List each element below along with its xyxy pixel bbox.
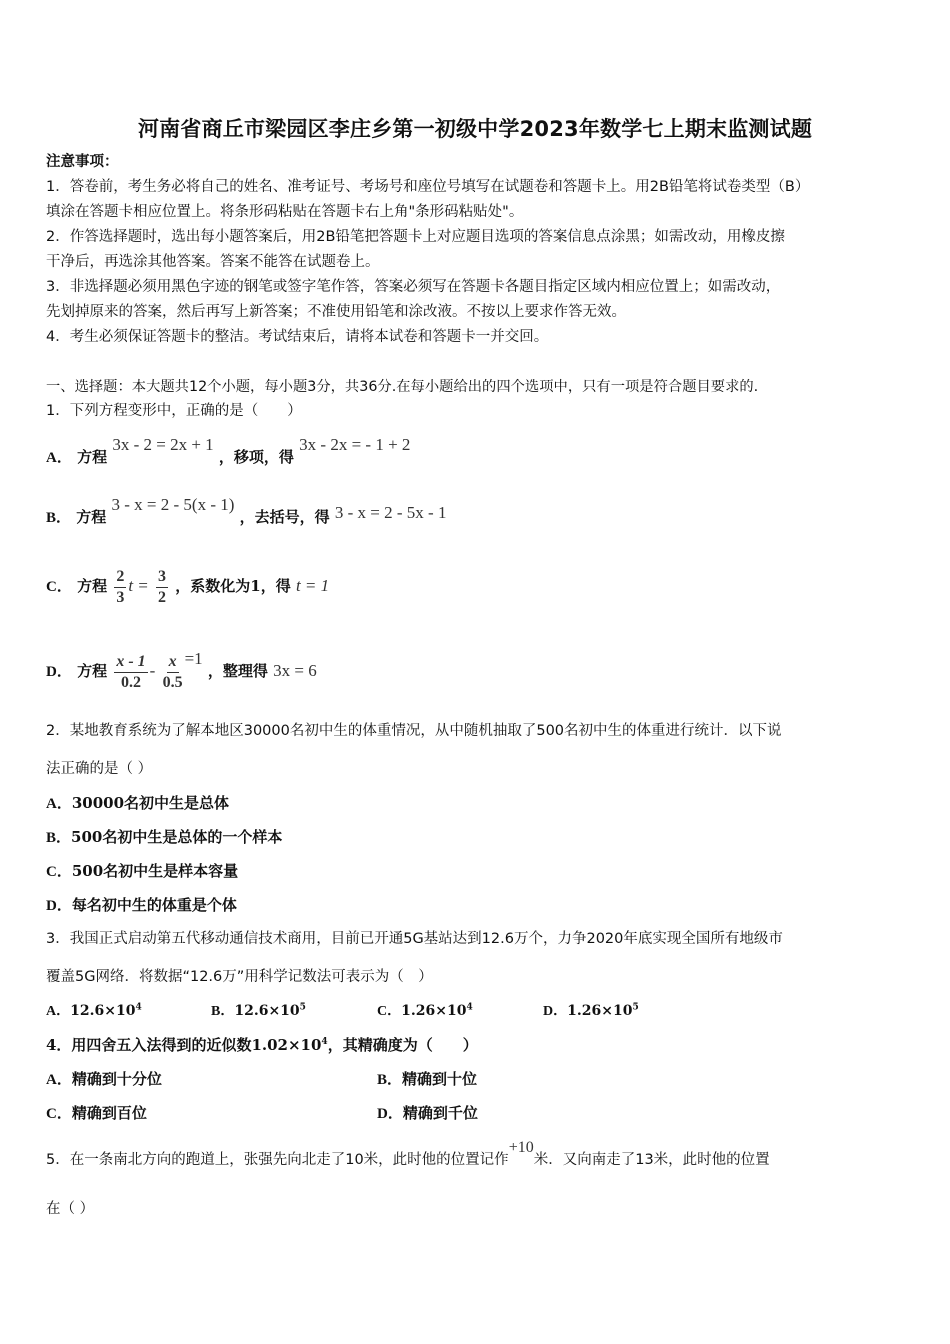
q4-option-a: A．精确到十分位 xyxy=(46,1070,162,1088)
q1-option-d xyxy=(46,651,317,693)
notice-line: 填涂在答题卡相应位置上。将条形码粘贴在答题卡右上角"条形码粘贴处"。 xyxy=(46,204,524,220)
notice-line: 3．非选择题必须用黑色字迹的钢笔或签字笔作答，答案必须写在答题卡各题目指定区域内相应位置上；如需改动， xyxy=(46,279,781,295)
q1-option-b xyxy=(46,495,447,528)
page-title: 河南省商丘市梁园区李庄乡第一初级中学2023年数学七上期末监测试题 xyxy=(137,117,813,141)
q1-option-a xyxy=(46,435,411,468)
question-1-stem: 1．下列方程变形中，正确的是（ ） xyxy=(46,403,302,419)
q3-option-b: B．$12.6\times 10^5$ xyxy=(211,1002,306,1019)
fraction: $\frac{x - 1}{0.2}$ xyxy=(116,652,146,691)
q1-option-c xyxy=(46,566,329,608)
option-prefix: 方程 xyxy=(77,577,108,595)
question-3-stem: 3．我国正式启动第五代移动通信技术商用，目前已开通5G基站达到12.6万个，力争2020年底实现全国所有地级市 xyxy=(46,931,783,947)
variable: t = xyxy=(128,576,149,595)
equation: t = 1 xyxy=(295,576,330,595)
equation: 3 - x = 2 - 5x - 1 xyxy=(334,503,447,522)
minus-sign: - xyxy=(149,661,156,680)
option-prefix: 方程 xyxy=(76,508,107,526)
option-prefix: 方程 xyxy=(77,448,108,466)
q3-option-a: A．$12.6\times 10^4$ xyxy=(46,1002,142,1019)
math-value: +10 xyxy=(508,1139,534,1156)
q2-option-b: B．500名初中生是总体的一个样本 xyxy=(46,828,283,846)
notice-line: 1．答卷前，考生务必将自己的姓名、准考证号、考场号和座位号填写在试题卷和答题卡上。用2B铅笔将试卷类型（B） xyxy=(46,179,810,195)
notice-line: 干净后，再选涂其他答案。答案不能答在试题卷上。 xyxy=(46,254,380,270)
q3-option-c: C．$1.26\times 10^4$ xyxy=(377,1002,473,1019)
equation-rhs: =1 xyxy=(184,649,203,668)
option-label: B． xyxy=(46,510,72,526)
question-5-stem: 在（ ） xyxy=(46,1201,95,1217)
section-heading: 一、选择题：本大题共12个小题，每小题3分，共36分.在每小题给出的四个选项中，只有一项是符合题目要求的. xyxy=(46,379,759,395)
fraction: $\frac{3}{2}$ xyxy=(158,567,167,606)
question-2-stem: 法正确的是（ ） xyxy=(46,761,153,777)
option-mid: ，移项，得 xyxy=(218,448,294,466)
question-5-stem: 5．在一条南北方向的跑道上，张强先向北走了10米，此时他的位置记作+10米．又向南走了13米，此时他的位置 xyxy=(46,1139,770,1168)
q2-option-d: D．每名初中生的体重是个体 xyxy=(46,896,237,914)
option-label: D． xyxy=(46,664,72,680)
equation: 3x - 2x = - 1 + 2 xyxy=(299,435,411,454)
q2-option-a: A．30000名初中生是总体 xyxy=(46,794,230,812)
q2-option-c: C．500名初中生是样本容量 xyxy=(46,862,239,880)
equation: 3x - 2 = 2x + 1 xyxy=(112,435,214,454)
q3-option-d: D．$1.26\times 10^5$ xyxy=(543,1002,639,1019)
notice-line: 2．作答选择题时，选出每小题答案后，用2B铅笔把答题卡上对应题目选项的答案信息点涂黑；如需改动，用橡皮擦 xyxy=(46,229,785,245)
notice-heading: 注意事项： xyxy=(46,154,119,170)
option-prefix: 方程 xyxy=(77,662,108,680)
fraction: $\frac{x}{0.5}$ xyxy=(162,652,183,691)
q4-option-d: D．精确到千位 xyxy=(377,1104,478,1122)
fraction: $\frac{2}{3}$ xyxy=(116,567,125,606)
question-2-stem: 2．某地教育系统为了解本地区30000名初中生的体重情况，从中随机抽取了500名初中生的体重进行统计．以下说 xyxy=(46,723,782,739)
q4-option-b: B．精确到十位 xyxy=(377,1070,478,1088)
question-3-stem: 覆盖5G网络．将数据“12.6万”用科学记数法可表示为（ ） xyxy=(46,969,433,985)
option-label: A． xyxy=(46,450,72,466)
equation: 3 - x = 2 - 5(x - 1) xyxy=(111,495,235,514)
notice-line: 4．考生必须保证答题卡的整洁。考试结束后，请将本试卷和答题卡一并交回。 xyxy=(46,329,549,345)
notice-line: 先划掉原来的答案，然后再写上新答案；不准使用铅笔和涂改液。不按以上要求作答无效。 xyxy=(46,304,626,320)
equation: 3x = 6 xyxy=(273,661,317,680)
question-4-stem: 4．用四舍五入法得到的近似数$1.02\times 10^4$，其精确度为（ ） xyxy=(46,1036,478,1054)
q4-option-c: C．精确到百位 xyxy=(46,1104,147,1122)
option-mid: ，系数化为1，得 xyxy=(175,577,291,595)
option-mid: ，去括号，得 xyxy=(239,508,330,526)
option-label: C． xyxy=(46,579,72,595)
option-mid: ，整理得 xyxy=(207,662,268,680)
